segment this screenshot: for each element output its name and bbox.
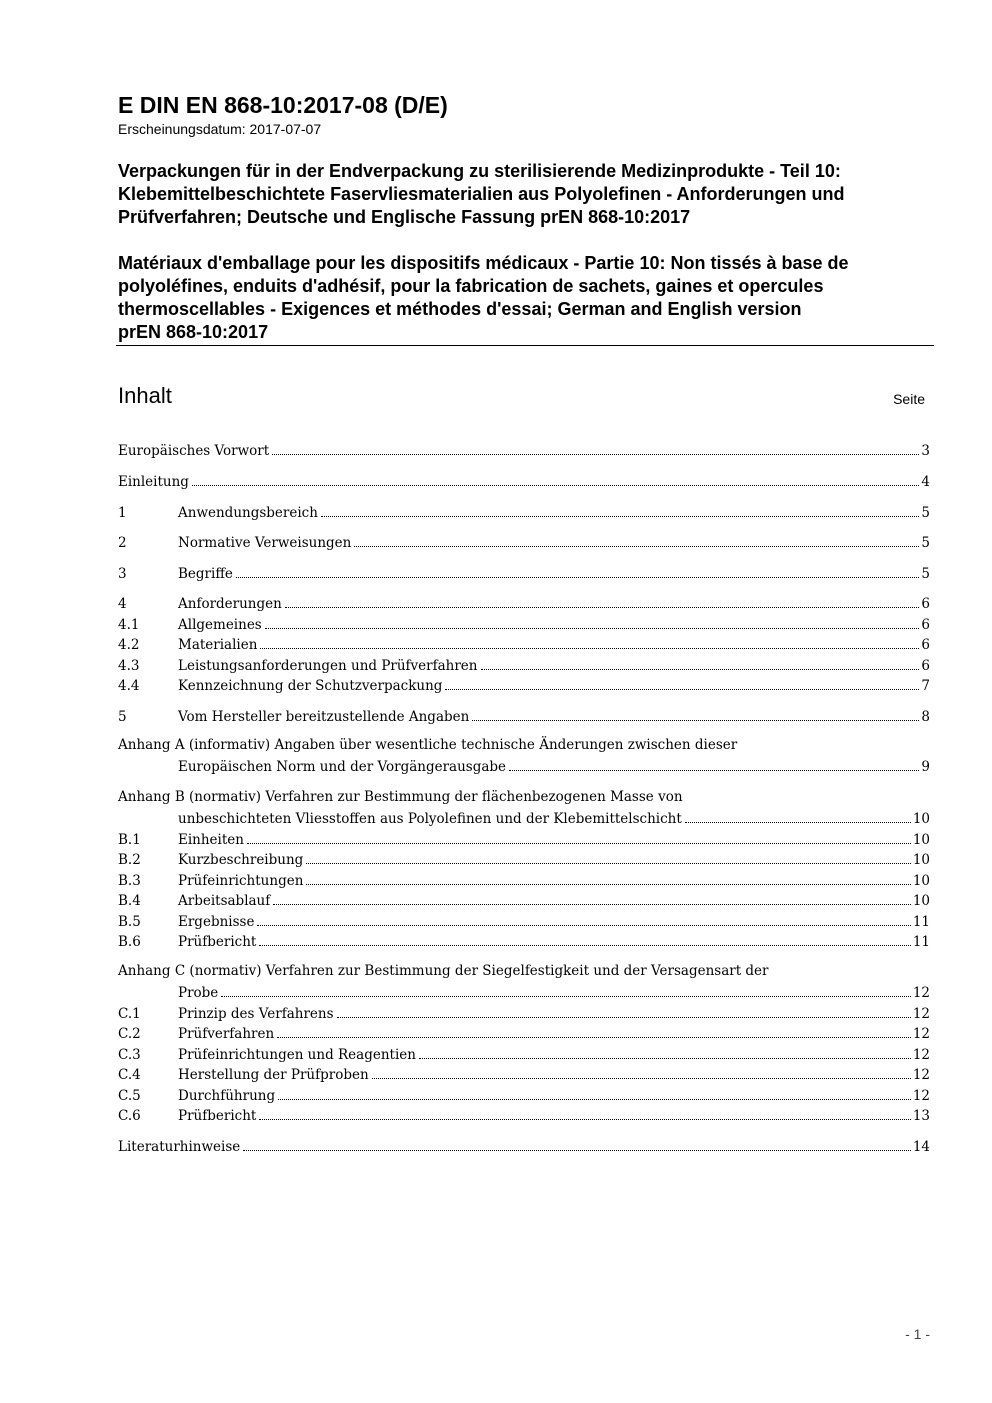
toc-entry-number: B.6 (118, 934, 141, 950)
toc-entry-label: Anforderungen (178, 596, 282, 612)
toc-entry-number: C.2 (118, 1026, 141, 1042)
toc-entry[interactable] (118, 634, 930, 654)
toc-entry-number: 4 (118, 596, 127, 612)
toc-entry[interactable] (118, 706, 930, 726)
toc-entry-number: C.6 (118, 1108, 141, 1124)
toc-entry-label: Prüfbericht (178, 934, 257, 950)
toc-dot-leader (247, 843, 911, 844)
toc-entry-page: 11 (912, 934, 930, 950)
toc-entry-number: B.2 (118, 852, 141, 868)
toc-dot-leader (243, 1150, 911, 1151)
toc-entry[interactable] (118, 982, 930, 1002)
toc-entry[interactable] (118, 829, 930, 849)
toc-entry[interactable] (118, 1105, 930, 1125)
toc-dot-leader (259, 945, 911, 946)
toc-dot-leader (272, 454, 919, 455)
toc-entry-number: 4.2 (118, 637, 140, 653)
toc-entry[interactable] (118, 890, 930, 910)
toc-entry-page: 10 (912, 832, 930, 848)
toc-entry-label: Normative Verweisungen (178, 535, 352, 551)
toc-entry-number: B.3 (118, 873, 141, 889)
toc-entry[interactable] (118, 870, 930, 890)
toc-entry-page: 10 (912, 852, 930, 868)
toc-entry[interactable] (118, 1003, 930, 1023)
toc-entry-number: C.1 (118, 1006, 141, 1022)
toc-entry-page: 5 (921, 505, 930, 521)
toc-entry-page: 10 (912, 873, 930, 889)
toc-dot-leader (419, 1058, 911, 1059)
toc-annex-title[interactable]: Anhang C (normativ) Verfahren zur Bestimmung der Siegelfestigkeit und der Versagensart der (118, 963, 769, 979)
title-french-line: thermoscellables - Exigences et méthodes d'essai; German and English version (118, 299, 802, 319)
toc-entry-number: 1 (118, 505, 127, 521)
title-german-line: Prüfverfahren; Deutsche und Englische Fassung prEN 868-10:2017 (118, 207, 691, 227)
toc-entry[interactable] (118, 655, 930, 675)
toc-entry-label: Herstellung der Prüfproben (178, 1067, 369, 1083)
toc-entry[interactable] (118, 1136, 930, 1156)
toc-entry-label: Prüfbericht (178, 1108, 257, 1124)
toc-entry-label: Materialien (178, 637, 258, 653)
toc-entry-label: Einheiten (178, 832, 244, 848)
toc-dot-leader (472, 720, 919, 721)
toc-dot-leader (257, 925, 910, 926)
toc-entry-label: Prüfverfahren (178, 1026, 275, 1042)
toc-entry-label: Anwendungsbereich (178, 505, 318, 521)
toc-entry-label: Kennzeichnung der Schutzverpackung (178, 678, 443, 694)
toc-entry-label: Arbeitsablauf (178, 893, 271, 909)
toc-entry-page: 10 (912, 811, 930, 827)
toc-dot-leader (221, 996, 911, 997)
toc-entry-number: B.4 (118, 893, 141, 909)
toc-entry-page: 13 (912, 1108, 930, 1124)
toc-entry-page: 12 (912, 1067, 930, 1083)
toc-entry[interactable] (118, 1044, 930, 1064)
toc-entry-page: 9 (921, 759, 930, 775)
toc-dot-leader (685, 822, 911, 823)
page-number: - 1 - (905, 1326, 930, 1342)
toc-entry[interactable] (118, 593, 930, 613)
toc-entry[interactable] (118, 1085, 930, 1105)
toc-entry-page: 8 (921, 709, 930, 725)
toc-entry[interactable] (118, 440, 930, 460)
toc-entry-label: Literaturhinweise (118, 1139, 241, 1155)
table-of-contents (118, 0, 930, 1403)
toc-entry-page: 12 (912, 985, 930, 1001)
title-french-line: prEN 868-10:2017 (118, 322, 269, 342)
toc-entry[interactable] (118, 931, 930, 951)
toc-entry-number: 4.4 (118, 678, 140, 694)
toc-dot-leader (192, 485, 919, 486)
toc-entry-number: 3 (118, 566, 127, 582)
toc-entry[interactable] (118, 1064, 930, 1084)
toc-annex-title[interactable]: Anhang A (informativ) Angaben über wesentliche technische Änderungen zwischen dieser (118, 737, 738, 753)
toc-entry-number: B.5 (118, 914, 141, 930)
title-german-line: Verpackungen für in der Endverpackung zu sterilisierende Medizinprodukte - Teil 10: (118, 161, 841, 181)
toc-entry-label: Durchführung (178, 1088, 276, 1104)
toc-entry-label: Prüfeinrichtungen (178, 873, 304, 889)
title-french-line: Matériaux d'emballage pour les dispositifs médicaux - Partie 10: Non tissés à base de (118, 253, 849, 273)
toc-dot-leader (259, 1119, 911, 1120)
toc-entry-label: Einleitung (118, 474, 189, 490)
toc-entry-page: 12 (912, 1006, 930, 1022)
toc-entry-page: 12 (912, 1026, 930, 1042)
toc-dot-leader (260, 648, 919, 649)
toc-entry-number: C.3 (118, 1047, 141, 1063)
toc-entry-page: 6 (921, 596, 930, 612)
toc-entry[interactable] (118, 808, 930, 828)
toc-entry-label: Allgemeines (178, 617, 262, 633)
toc-entry-page: 12 (912, 1047, 930, 1063)
toc-entry-label: Begriffe (178, 566, 233, 582)
toc-entry-page: 5 (921, 566, 930, 582)
publication-date: Erscheinungsdatum: 2017-07-07 (118, 121, 322, 137)
toc-entry-label: Vom Hersteller bereitzustellende Angaben (178, 709, 470, 725)
toc-entry[interactable] (118, 502, 930, 522)
toc-entry-number: C.5 (118, 1088, 141, 1104)
toc-entry-label: Europäisches Vorwort (118, 443, 270, 459)
document-id: E DIN EN 868-10:2017-08 (D/E) (118, 92, 448, 118)
toc-dot-leader (306, 884, 910, 885)
toc-entry-label: Europäischen Norm und der Vorgängerausgabe (178, 759, 507, 775)
toc-entry-label: Ergebnisse (178, 914, 255, 930)
toc-entry-page: 11 (912, 914, 930, 930)
toc-entry-page: 10 (912, 893, 930, 909)
toc-dot-leader (285, 607, 920, 608)
toc-entry-page: 12 (912, 1088, 930, 1104)
toc-entry-number: 4.1 (118, 617, 140, 633)
toc-annex-title[interactable]: Anhang B (normativ) Verfahren zur Bestimmung der flächenbezogenen Masse von (118, 789, 683, 805)
toc-entry[interactable] (118, 849, 930, 869)
toc-dot-leader (321, 516, 919, 517)
toc-entry-number: 2 (118, 535, 127, 551)
toc-entry[interactable] (118, 1023, 930, 1043)
toc-entry-label: Leistungsanforderungen und Prüfverfahren (178, 658, 478, 674)
toc-entry-label: Prüfeinrichtungen und Reagentien (178, 1047, 416, 1063)
toc-entry-label: Kurzbeschreibung (178, 852, 304, 868)
toc-entry-number: 5 (118, 709, 127, 725)
toc-heading: Inhalt (118, 383, 172, 408)
toc-dot-leader (236, 577, 920, 578)
toc-entry-number: C.4 (118, 1067, 141, 1083)
toc-dot-leader (278, 1099, 911, 1100)
toc-page-column-label: Seite (893, 391, 925, 407)
toc-entry[interactable] (118, 614, 930, 634)
toc-entry-label: unbeschichteten Vliesstoffen aus Polyolefinen und der Klebemittelschicht (178, 811, 682, 827)
toc-dot-leader (337, 1017, 911, 1018)
toc-entry-page: 7 (921, 678, 930, 694)
title-german-line: Klebemittelbeschichtete Faservliesmaterialien aus Polyolefinen - Anforderungen und (118, 184, 845, 204)
toc-dot-leader (277, 1037, 911, 1038)
toc-entry[interactable] (118, 532, 930, 552)
toc-dot-leader (445, 689, 919, 690)
toc-entry[interactable] (118, 756, 930, 776)
toc-entry[interactable] (118, 675, 930, 695)
toc-entry-label: Probe (178, 985, 219, 1001)
toc-entry-page: 5 (921, 535, 930, 551)
toc-entry-page: 4 (921, 474, 930, 490)
toc-entry-label: Prinzip des Verfahrens (178, 1006, 334, 1022)
toc-entry-page: 6 (921, 617, 930, 633)
toc-dot-leader (273, 904, 911, 905)
toc-dot-leader (372, 1078, 911, 1079)
toc-dot-leader (354, 546, 919, 547)
toc-entry-page: 14 (912, 1139, 930, 1155)
toc-entry[interactable] (118, 471, 930, 491)
toc-entry-page: 6 (921, 637, 930, 653)
toc-dot-leader (509, 770, 919, 771)
toc-dot-leader (265, 628, 920, 629)
toc-entry[interactable] (118, 911, 930, 931)
toc-dot-leader (481, 669, 920, 670)
toc-entry-number: B.1 (118, 832, 141, 848)
title-french-line: polyoléfines, enduits d'adhésif, pour la fabrication de sachets, gaines et opercules (118, 276, 824, 296)
toc-entry-page: 3 (921, 443, 930, 459)
toc-dot-leader (306, 863, 911, 864)
toc-entry-number: 4.3 (118, 658, 140, 674)
toc-entry[interactable] (118, 563, 930, 583)
toc-entry-page: 6 (921, 658, 930, 674)
